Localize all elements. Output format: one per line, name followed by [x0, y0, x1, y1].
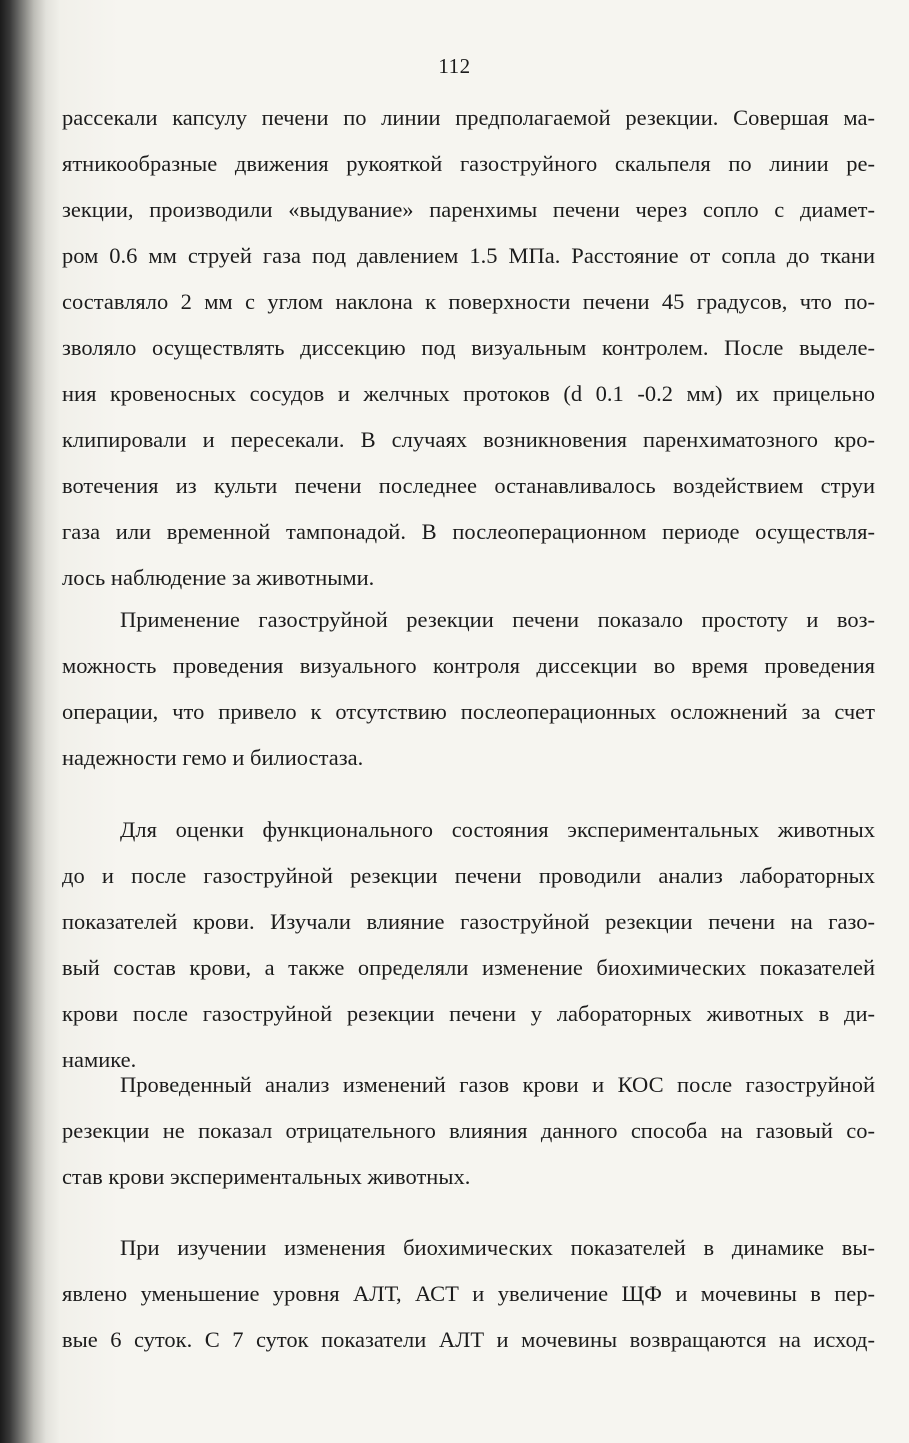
text-line: лось наблюдение за животными. [62, 565, 375, 590]
text-line: вые 6 суток. С 7 суток показатели АЛТ и мочевины возвращаются на исход- [62, 1327, 875, 1352]
text-line: вотечения из культи печени последнее останавливалось воздействием струи [62, 473, 875, 498]
text-line: став крови экспериментальных животных. [62, 1164, 471, 1189]
text-line: явлено уменьшение уровня АЛТ, АСТ и увеличение ЩФ и мочевины в пер- [62, 1281, 875, 1306]
text-line: ния кровеносных сосудов и желчных протоков (d 0.1 -0.2 мм) их прицельно [62, 381, 875, 406]
text-line: вый состав крови, а также определяли изменение биохимических показателей [62, 955, 875, 980]
text-line: резекции не показал отрицательного влияния данного способа на газовый со- [62, 1118, 875, 1143]
page-number: 112 [438, 54, 471, 78]
text-line: клипировали и пересекали. В случаях возникновения паренхиматозного кро- [62, 427, 875, 452]
text-line: рассекали капсулу печени по линии предполагаемой резекции. Совершая ма- [62, 105, 875, 130]
text-line: ятникообразные движения рукояткой газоструйного скальпеля по линии ре- [62, 151, 875, 176]
text-line: Для оценки функционального состояния экспериментальных животных [120, 817, 875, 842]
paragraph-blood-gas [62, 1062, 875, 1200]
text-line: Применение газоструйной резекции печени показало простоту и воз- [120, 607, 875, 632]
text-line: зволяло осуществлять диссекцию под визуальным контролем. После выделе- [62, 335, 875, 360]
text-line: надежности гемо и билиостаза. [62, 745, 364, 770]
text-line: до и после газоструйной резекции печени проводили анализ лабораторных [62, 863, 875, 888]
text-line: показателей крови. Изучали влияние газоструйной резекции печени на газо- [62, 909, 875, 934]
text-line: зекции, производили «выдувание» паренхимы печени через сопло с диамет- [62, 197, 875, 222]
paragraph-biochemistry [62, 1225, 875, 1363]
paragraph-functional-state [62, 807, 875, 1083]
text-line: можность проведения визуального контроля диссекции во время проведения [62, 653, 875, 678]
text-line: ром 0.6 мм струей газа под давлением 1.5 МПа. Расстояние от сопла до ткани [62, 243, 875, 268]
text-line: Проведенный анализ изменений газов крови и КОС после газоструйной [120, 1072, 875, 1097]
text-line: составляло 2 мм с углом наклона к поверхности печени 45 градусов, что по- [62, 289, 875, 314]
paragraph-resection-method [62, 95, 875, 601]
text-line: При изучении изменения биохимических показателей в динамике вы- [120, 1235, 875, 1260]
text-line: намике. [62, 1047, 137, 1072]
text-line: газа или временной тампонадой. В послеоперационном периоде осуществля- [62, 519, 875, 544]
text-line: крови после газоструйной резекции печени у лабораторных животных в ди- [62, 1001, 875, 1026]
paragraph-application [62, 597, 875, 781]
text-line: операции, что привело к отсутствию послеоперационных осложнений за счет [62, 699, 875, 724]
